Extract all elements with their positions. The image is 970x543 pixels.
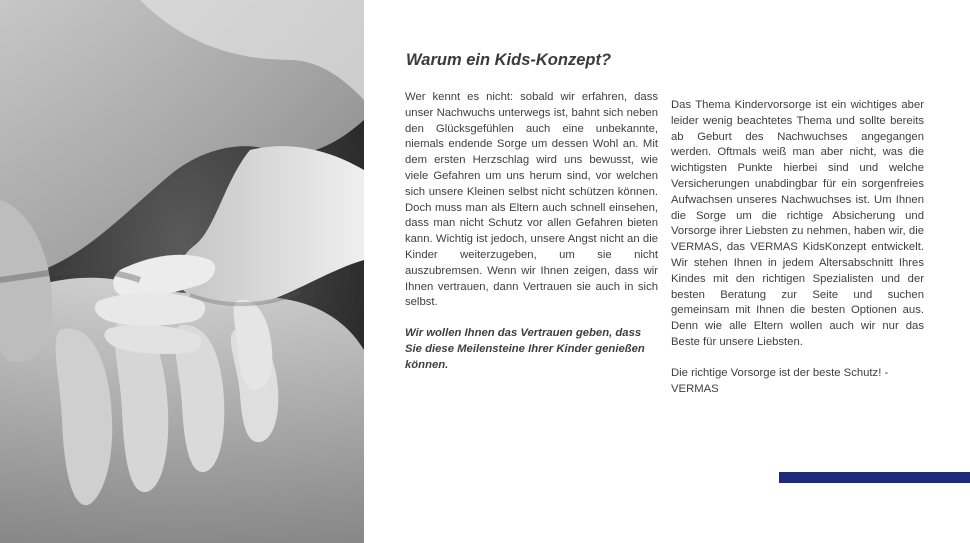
right-text-column <box>671 98 924 397</box>
left-text-column <box>405 90 658 374</box>
left-lead-statement: Wir wollen Ihnen das Vertrauen geben, dass Sie diese Meilensteine Ihrer Kinder genießen können. <box>405 327 645 371</box>
closing-slogan: Die richtige Vorsorge ist der beste Schutz! - VERMAS <box>671 366 889 395</box>
accent-bar <box>779 472 970 483</box>
page-title: Warum ein Kids-Konzept? <box>406 51 612 69</box>
left-body-paragraph: Wer kennt es nicht: sobald wir erfahren, dass unser Nachwuchs unterwegs ist, bahnt sich neben den Glücksgefühlen auch eine unbekannte, niemals endende Sorge um dessen Wohl an. Mit dem ersten Herzschlag wird uns bewusst, wie viele Gefahren um uns herum sind, vor welchen sich unsere Kleinen selbst nicht schützen können. Doch muss man als Eltern auch schnell einsehen, dass man nicht Schutz vor allen Gefahren bieten kann. Wichtig ist jedoch, unsere Angst nicht an die Kinder weiterzugeben, um sie nicht auszubremsen. Wenn wir Ihnen zeigen, dass wir Ihnen vertrauen, dann Vertrauen sie auch in sich selbst. <box>405 91 658 309</box>
hands-photo <box>0 0 364 543</box>
hands-illustration <box>0 0 364 543</box>
right-body-paragraph: Das Thema Kindervorsorge ist ein wichtiges aber leider wenig beachtetes Thema und sollte bereits ab Geburt des Nachwuchses angegangen werden. Oftmals weiß man aber nicht, was die wichtigsten Punkte hierbei sind und welche Versicherungen unabdingbar für ein sorgenfreies Aufwachsen unseres Nachwuchses ist. Um Ihnen die Sorge um die richtige Absicherung und Vorsorge ihrer Liebsten zu nehmen, haben wir, die VERMAS, das VERMAS KidsKonzept entwickelt. Wir stehen Ihnen in jedem Altersabschnitt Ihres Kindes mit den richtigen Spezialisten und der besten Beratung zur Seite und suchen gemeinsam mit Ihnen die besten Optionen aus. Denn wie alle Eltern wollen auch wir nur das Beste für unsere Liebsten. <box>671 99 924 348</box>
